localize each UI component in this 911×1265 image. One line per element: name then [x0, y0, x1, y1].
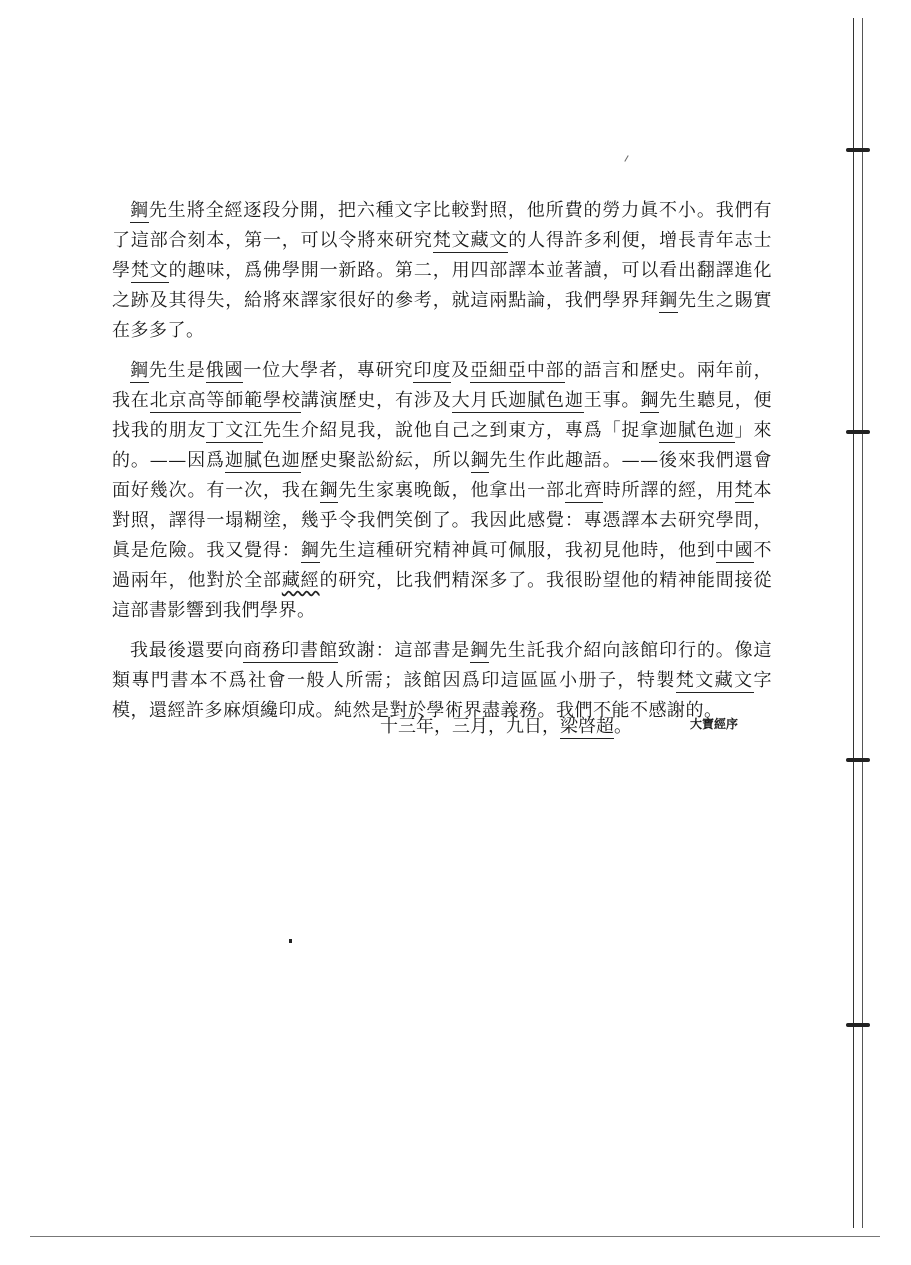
text-run: 的語言和歷史。兩年前，我在 [112, 360, 773, 411]
underlined-proper-noun: 梵 [734, 480, 754, 501]
underlined-proper-noun: 鋼 [319, 480, 339, 501]
underlined-proper-noun: 鋼 [130, 360, 149, 381]
text-run: 先生之賜實在多多了。 [112, 290, 773, 341]
text-run: 字模，還經許多麻煩纔印成。純然是對於學術界盡義務。我們不能不感謝的。 [112, 670, 773, 721]
underlined-proper-noun: 鋼 [659, 290, 679, 311]
text-run: 先生是 [148, 360, 206, 381]
bamboo-node [846, 1023, 870, 1027]
text-run: 歷史聚訟紛紜，所以 [300, 450, 471, 471]
text-run: 及 [451, 360, 471, 381]
paragraph-2 [112, 356, 772, 626]
underlined-proper-noun: 梵文藏文 [432, 230, 509, 251]
paragraph-1 [112, 196, 772, 346]
underlined-proper-noun: 鋼 [470, 450, 490, 471]
preface-text [112, 196, 772, 736]
underlined-proper-noun: 鋼 [130, 200, 149, 221]
text-run: 的研究，比我們精深多了。我很盼望他的精神能間接從這部書影響到我們學界。 [112, 570, 773, 621]
bamboo-node [846, 148, 870, 152]
signature-author: 梁啓超 [560, 716, 614, 737]
stray-mark [624, 155, 628, 162]
underlined-proper-noun: 印度 [413, 360, 452, 381]
text-run: 先生作此趣語。——後來我們還會面好幾次。有一次，我在 [112, 450, 772, 501]
text-run: 時所譯的經，用 [602, 480, 735, 501]
text-run: 不過兩年，他對於全部 [112, 540, 773, 591]
bamboo-node [846, 430, 870, 434]
underlined-proper-noun: 鋼 [470, 640, 490, 661]
text-run: 先生託我介紹向該館印行的。像這類專門書本不爲社會一般人所需；該館因爲印這區區小册子，特製 [112, 640, 773, 691]
text-run: 先生聽見，便找我的朋友 [112, 390, 773, 441]
stray-dot [289, 939, 292, 943]
book-title-tag: 大寶經序 [690, 717, 739, 731]
text-run: 致謝：這部書是 [337, 640, 471, 661]
signature-line [380, 712, 780, 738]
underlined-proper-noun: 俄國 [205, 360, 244, 381]
underlined-proper-noun: 鋼 [300, 540, 320, 561]
signature-date: 十三年，三月，九日， [380, 716, 560, 737]
underlined-proper-noun: 迦膩色迦 [659, 420, 735, 441]
underlined-proper-noun: 梵文 [130, 260, 169, 281]
underlined-proper-noun: 商務印書館 [243, 640, 338, 661]
bamboo-node [846, 758, 870, 762]
text-run: 一位大學者，專研究 [243, 360, 414, 381]
underlined-proper-noun: 北京高等師範學校 [149, 390, 301, 411]
underlined-proper-noun: 鋼 [640, 390, 660, 411]
text-run: 的人得許多利便，增長青年志士學 [112, 230, 773, 281]
underlined-proper-noun: 丁文江 [206, 420, 263, 441]
underlined-proper-noun: 北齊 [564, 480, 603, 501]
underlined-proper-noun: 亞細亞中部 [470, 360, 565, 381]
text-run: 先生介紹見我，說他自己之到東方，專爲「捉拿 [262, 420, 660, 441]
text-run: 我最後還要向 [130, 640, 244, 661]
text-run: 本對照，譯得一塌糊塗，幾乎令我們笑倒了。我因此感覺：專憑譯本去研究學問，眞是危險。我又覺得： [112, 480, 773, 561]
underlined-proper-noun: 中國 [715, 540, 754, 561]
text-run: 先生將全經逐段分開，把六種文字比較對照，他所費的勞力眞不小。我們有了這部合刻本，第一，可以令將來研究 [112, 200, 773, 251]
text-run: 先生家裏晚飯，他拿出一部 [338, 480, 565, 501]
wavy-underlined-title: 藏經 [281, 570, 320, 591]
text-run: 」來的。——因爲 [112, 420, 773, 471]
text-run: 先生這種研究精神眞可佩服，我初見他時，他到 [319, 540, 716, 561]
underlined-proper-noun: 迦膩色迦 [224, 450, 301, 471]
text-run: 的趣味，爲佛學開一新路。第二，用四部譯本並著讀，可以看出翻譯進化之跡及其得失，給將來譯家很好的參考，就這兩點論，我們學界拜 [112, 260, 773, 311]
text-run: 王事。 [583, 390, 641, 411]
binding-bamboo-edge [853, 18, 863, 1228]
page-bottom-edge [30, 1236, 880, 1237]
underlined-proper-noun: 梵文藏文 [675, 670, 754, 691]
signature-end: 。 [614, 716, 632, 737]
text-run: 講演歷史，有涉及 [300, 390, 452, 411]
underlined-proper-noun: 大月氏迦膩色迦 [451, 390, 584, 411]
